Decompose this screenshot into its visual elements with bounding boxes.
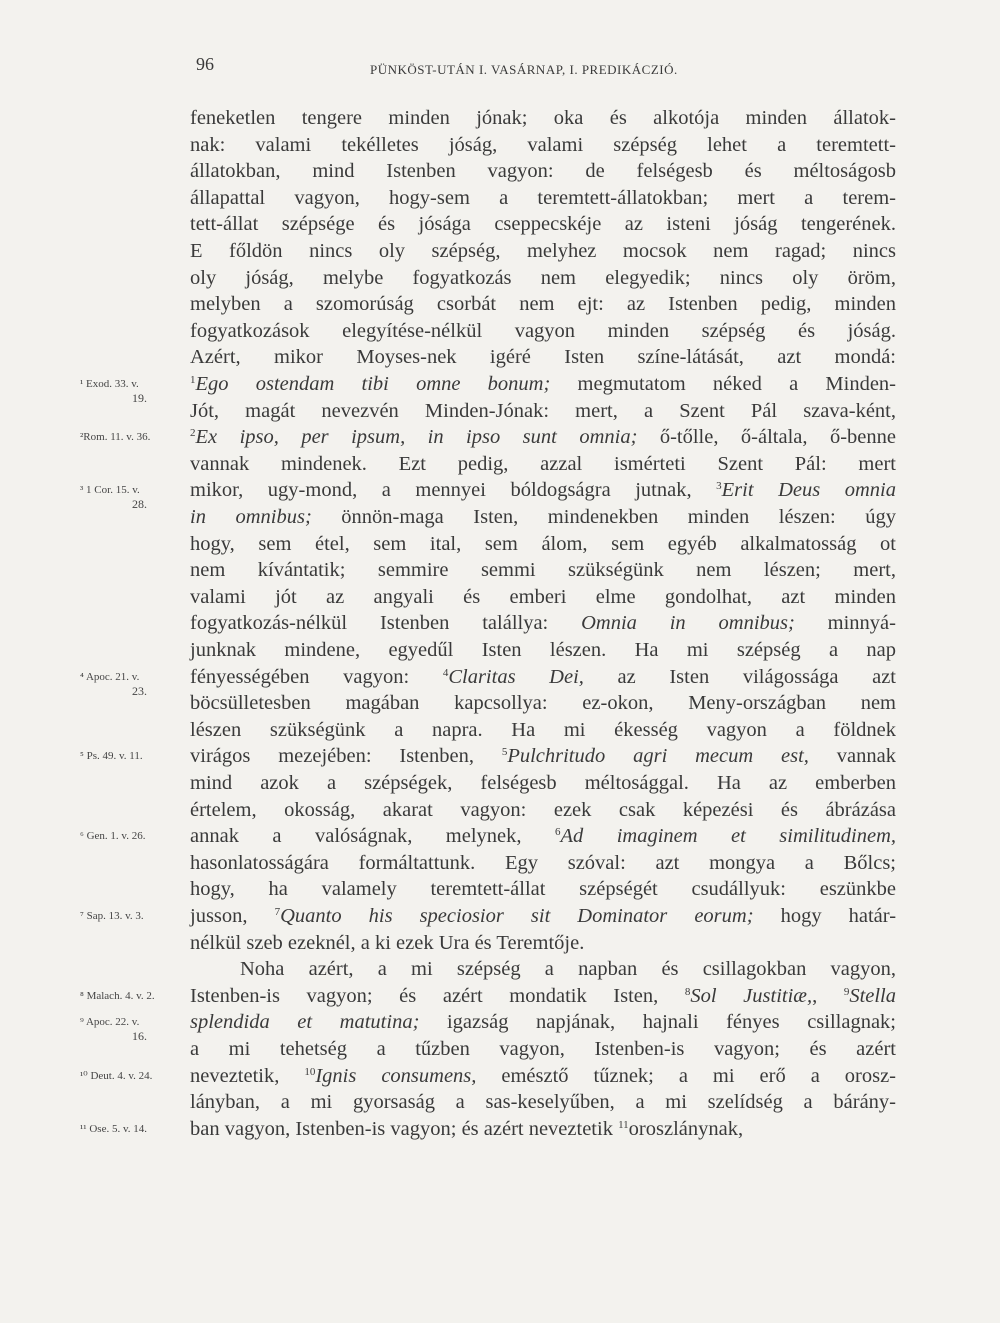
text-line: tett-állat szépsége és jósága cseppecskéje az isteni jóság tengerének. <box>190 213 896 236</box>
latin-quote: Erit Deus omnia <box>721 479 897 502</box>
text-line: Jót, magát nevezvén Minden-Jónak: mert, a Szent Pál szava-ként, <box>190 399 896 422</box>
margin-note <box>80 909 188 923</box>
footnote-ref: 7 <box>274 906 281 918</box>
footnote-ref: 11 <box>618 1118 629 1131</box>
text-line: $^2$Ex ipso, per ipsum, in ipso sunt omnia; ő-tőlle, ő-általa, ő-benne <box>190 426 896 449</box>
text-line: melyben a szomorúság csorbát nem ejt: az Istenben pedig, minden <box>190 293 896 316</box>
latin-quote: Ego ostendam tibi omne bonum; <box>195 373 551 395</box>
text-line: $^1$Ego ostendam tibi omne bonum; megmutatom néked a Minden- <box>190 373 896 395</box>
text-line: Noha azért, a mi szépség a napban és csillagokban vagyon, <box>240 958 896 981</box>
margin-note-text: ⁹ Apoc. 22. v. <box>80 1016 140 1029</box>
latin-quote: Ad imaginem et similitudinem, <box>560 825 897 848</box>
margin-note <box>80 749 188 763</box>
footnote-ref: 6 <box>554 826 561 839</box>
text-line: ban vagyon, Istenben-is vagyon; és azért neveztetik $^{11}$oroszlánynak, <box>190 1117 744 1140</box>
margin-note-text: ¹¹ Ose. 5. v. 14. <box>80 1122 147 1135</box>
latin-quote: Sol Justitiæ, <box>690 984 813 1007</box>
text-line: jusson, $^7$Quanto his speciosior sit Dominator eorum; hogy határ- <box>190 905 897 927</box>
running-head: PÜNKÖST-UTÁN I. VASÁRNAP, I. PREDIKÁCZIÓ. <box>370 62 678 77</box>
margin-note <box>80 670 188 698</box>
text-line: böcsülletesben magában kapcsollya: ez-okon, Meny-országban nem <box>190 692 896 715</box>
margin-note <box>80 483 188 511</box>
text-line: oly jóság, melybe fogyatkozás nem elegyedik; nincs oly öröm, <box>190 266 896 289</box>
text-line: értelem, okosság, akarat vagyon: ezek csak képezési és ábrázása <box>190 798 896 821</box>
text-line: valami jót az angyali és emberi elme gondolhat, azt minden <box>190 585 896 608</box>
margin-note-text: ⁴ Apoc. 21. v. <box>80 670 140 683</box>
latin-quote: Ignis consumens, <box>315 1064 477 1087</box>
text-line: lányban, a mi gyorsaság a sas-keselyűben, a mi szelídség a bárány- <box>190 1091 896 1114</box>
text-line: Istenben-is vagyon; és azért mondatik Isten, $^8$Sol Justitiæ,, $^9$Stella <box>190 984 896 1007</box>
footnote-ref: 1 <box>190 374 196 386</box>
text-line: a mi tehetség a tűzben vagyon, Istenben-is vagyon; és azért <box>190 1038 896 1060</box>
text-line: E főldön nincs oly szépség, melyhez mocsok nem ragad; nincs <box>190 240 896 262</box>
latin-quote: in omnibus; <box>190 506 312 528</box>
text-line: hogy, sem étel, sem ital, sem álom, sem egyéb alkalmatosság ot <box>190 532 896 555</box>
latin-quote: Pulchritudo agri mecum est, <box>507 745 809 768</box>
margin-note-text: ²Rom. 11. v. 36. <box>80 431 151 444</box>
text-line: állapattal vagyon, hogy-sem a teremtett-állatokban; mert a terem- <box>190 186 896 209</box>
footnote-ref: 4 <box>442 666 449 679</box>
text-line: vannak mindenek. Ezt pedig, azzal ismérteti Szent Pál: mert <box>190 452 896 475</box>
text-line: annak a valóságnak, melynek, $^6$Ad imaginem et similitudinem, <box>190 825 897 848</box>
text-line: lészen szükségünk a napra. Ha mi ékesség vagyon a földnek <box>190 718 896 741</box>
text-line: virágos mezejében: Istenben, $^5$Pulchritudo agri mecum est, vannak <box>190 745 896 768</box>
margin-note-continuation: 16. <box>132 1029 147 1044</box>
margin-note-text: ⁶ Gen. 1. v. 26. <box>80 830 146 843</box>
margin-note <box>80 1015 188 1043</box>
text-line: Azért, mikor Moyses-nek igéré Isten színe-látását, azt mondá: <box>190 346 896 369</box>
margin-note-text: ³ 1 Cor. 15. v. <box>80 484 140 497</box>
text-line: mind azok a szépségek, felségesb méltosággal. Ha az emberben <box>190 772 896 794</box>
margin-note <box>80 377 188 405</box>
footnote-ref: 5 <box>501 746 508 759</box>
footnote-ref: 8 <box>684 985 691 998</box>
margin-note-text: ¹ Exod. 33. v. <box>80 378 139 390</box>
margin-note <box>80 1122 188 1136</box>
text-line: fényességében vagyon: $^4$Claritas Dei, az Isten világossága azt <box>190 665 896 688</box>
margin-note <box>80 829 188 843</box>
margin-note-continuation: 28. <box>132 497 147 512</box>
text-line: nélkül szeb ezeknél, a ki ezek Ura és Teremtője. <box>190 931 585 954</box>
footnote-ref: 9 <box>843 985 850 998</box>
text-line: mikor, ugy-mond, a mennyei bóldogságra jutnak, $^3$Erit Deus omnia <box>190 479 897 502</box>
text-line: hasonlatosságára formáltattunk. Egy szóval: azt mongya a Bőlcs; <box>190 851 896 874</box>
margin-note <box>80 430 188 444</box>
margin-note-continuation: 19. <box>132 391 147 405</box>
latin-quote: Stella <box>849 984 896 1007</box>
text-line: hogy, ha valamely teremtett-állat szépségét csudállyuk: eszünkbe <box>190 878 896 901</box>
margin-note-continuation: 23. <box>132 683 147 698</box>
text-line: neveztetik, $^{10}$Ignis consumens, emésztő tűznek; a mi erő a orosz- <box>190 1064 896 1087</box>
text-line: in omnibus; önnön-maga Isten, mindenekben minden lészen: úgy <box>190 506 896 528</box>
text-line: feneketlen tengere minden jónak; oka és alkotója minden állatok- <box>190 107 896 129</box>
text-line: splendida et matutina; igazság napjának, hajnali fényes csillagnak; <box>190 1011 896 1034</box>
latin-quote: Omnia in omnibus; <box>581 612 795 635</box>
margin-note-text: ⁸ Malach. 4. v. 2. <box>80 989 155 1002</box>
text-line: nem kívántatik; semmire semmi szükségünk nem lészen; mert, <box>190 559 896 582</box>
margin-note-text: ⁵ Ps. 49. v. 11. <box>80 750 143 763</box>
latin-quote: Quanto his speciosior sit Dominator eorum; <box>280 905 754 927</box>
latin-quote: Claritas Dei, <box>448 665 584 688</box>
text-line: fogyatkozás-nélkül Istenben talállya: Omnia in omnibus; minnyá- <box>190 612 896 635</box>
latin-quote: Ex ipso, per ipsum, in ipso sunt omnia; <box>195 426 638 449</box>
footnote-ref: 3 <box>716 480 722 493</box>
margin-note <box>80 989 188 1003</box>
text-line: állatokban, mind Istenben vagyon: de felségesb és méltoságosb <box>190 160 896 183</box>
margin-note-text: ¹⁰ Deut. 4. v. 24. <box>80 1069 153 1082</box>
margin-note-text: ⁷ Sap. 13. v. 3. <box>80 910 144 922</box>
footnote-ref: 10 <box>304 1065 316 1078</box>
footnote-ref: 2 <box>190 427 196 440</box>
latin-quote: splendida et matutina; <box>190 1011 420 1034</box>
margin-note <box>80 1069 188 1083</box>
text-line: nak: valami tekélletes jóság, valami szépség lehet a teremtett- <box>190 133 896 156</box>
text-line: fogyatkozások elegyítése-nélkül vagyon minden szépség és jóság. <box>190 319 896 342</box>
text-line: junknak mindene, egyedűl Isten lészen. Ha mi szépség a nap <box>190 639 896 661</box>
page-number: 96 <box>196 54 214 74</box>
